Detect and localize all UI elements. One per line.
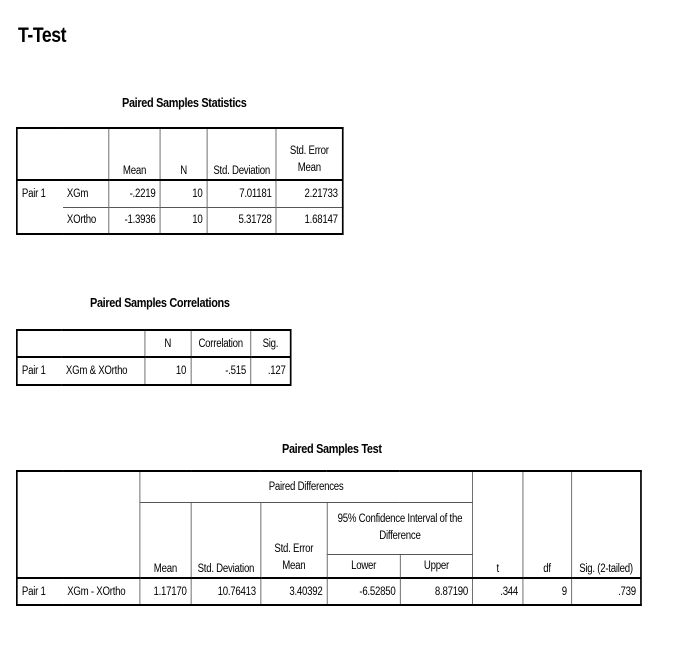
stats-header-blank-2	[63, 128, 109, 180]
stats-header-se: Std. Error Mean	[276, 128, 342, 180]
stats-se-value: 1.68147	[276, 207, 342, 234]
stats-mean-value: -1.3936	[109, 207, 160, 234]
test-header-paired-differences: Paired Differences	[140, 471, 473, 502]
corr-header-correlation: Correlation	[191, 330, 251, 357]
page-title: T-Test	[18, 24, 67, 47]
stats-header-n: N	[160, 128, 207, 180]
test-se-value: 3.40392	[261, 578, 328, 605]
stats-header-row	[17, 128, 343, 180]
test-header-ci: 95% Confidence Interval of the Difference	[327, 502, 473, 554]
test-header-mean: Mean	[140, 502, 192, 578]
table-row	[17, 357, 291, 385]
corr-header-row	[17, 330, 291, 357]
stats-var-name: XOrtho	[63, 207, 109, 234]
stats-table-title: Paired Samples Statistics	[122, 95, 247, 110]
test-sig-value: .739	[572, 578, 641, 605]
corr-header-blank-1	[17, 330, 62, 357]
stats-header-mean: Mean	[109, 128, 160, 180]
corr-table-title: Paired Samples Correlations	[90, 295, 230, 310]
corr-header-blank-2	[62, 330, 145, 357]
table-row	[17, 180, 343, 207]
test-header-upper: Upper	[400, 554, 473, 578]
test-header-row-1	[17, 471, 641, 502]
test-header-df: df	[523, 471, 572, 578]
test-pair-label: Pair 1	[17, 578, 63, 605]
test-header-lower: Lower	[327, 554, 400, 578]
test-upper-value: 8.87190	[400, 578, 473, 605]
test-mean-value: 1.17170	[140, 578, 192, 605]
paired-samples-statistics-table	[16, 127, 344, 235]
corr-correlation-value: -.515	[191, 357, 251, 385]
stats-header-blank-1	[17, 128, 63, 180]
corr-n-value: 10	[145, 357, 191, 385]
test-table-title: Paired Samples Test	[282, 441, 382, 456]
corr-header-n: N	[145, 330, 191, 357]
test-sd-value: 10.76413	[191, 578, 260, 605]
corr-var-name: XGm & XOrtho	[62, 357, 145, 385]
table-row	[17, 578, 641, 605]
stats-n-value: 10	[160, 207, 207, 234]
test-header-sd: Std. Deviation	[191, 502, 260, 578]
corr-pair-label: Pair 1	[17, 357, 62, 385]
test-t-value: .344	[473, 578, 523, 605]
stats-mean-value: -.2219	[109, 180, 160, 207]
test-lower-value: -6.52850	[327, 578, 400, 605]
test-var-name: XGm - XOrtho	[63, 578, 139, 605]
test-header-blank	[17, 471, 140, 578]
test-header-se: Std. Error Mean	[261, 502, 328, 578]
paired-samples-correlations-table	[16, 329, 292, 386]
table-row	[17, 207, 343, 234]
stats-pair-label-blank	[17, 207, 63, 234]
test-header-t: t	[473, 471, 523, 578]
paired-samples-test-table	[16, 470, 642, 606]
stats-pair-label: Pair 1	[17, 180, 63, 207]
test-df-value: 9	[523, 578, 572, 605]
stats-var-name: XGm	[63, 180, 109, 207]
stats-header-sd: Std. Deviation	[207, 128, 276, 180]
corr-header-sig: Sig.	[251, 330, 291, 357]
test-header-sig: Sig. (2-tailed)	[572, 471, 641, 578]
stats-sd-value: 5.31728	[207, 207, 276, 234]
corr-sig-value: .127	[251, 357, 291, 385]
stats-se-value: 2.21733	[276, 180, 342, 207]
stats-n-value: 10	[160, 180, 207, 207]
stats-sd-value: 7.01181	[207, 180, 276, 207]
